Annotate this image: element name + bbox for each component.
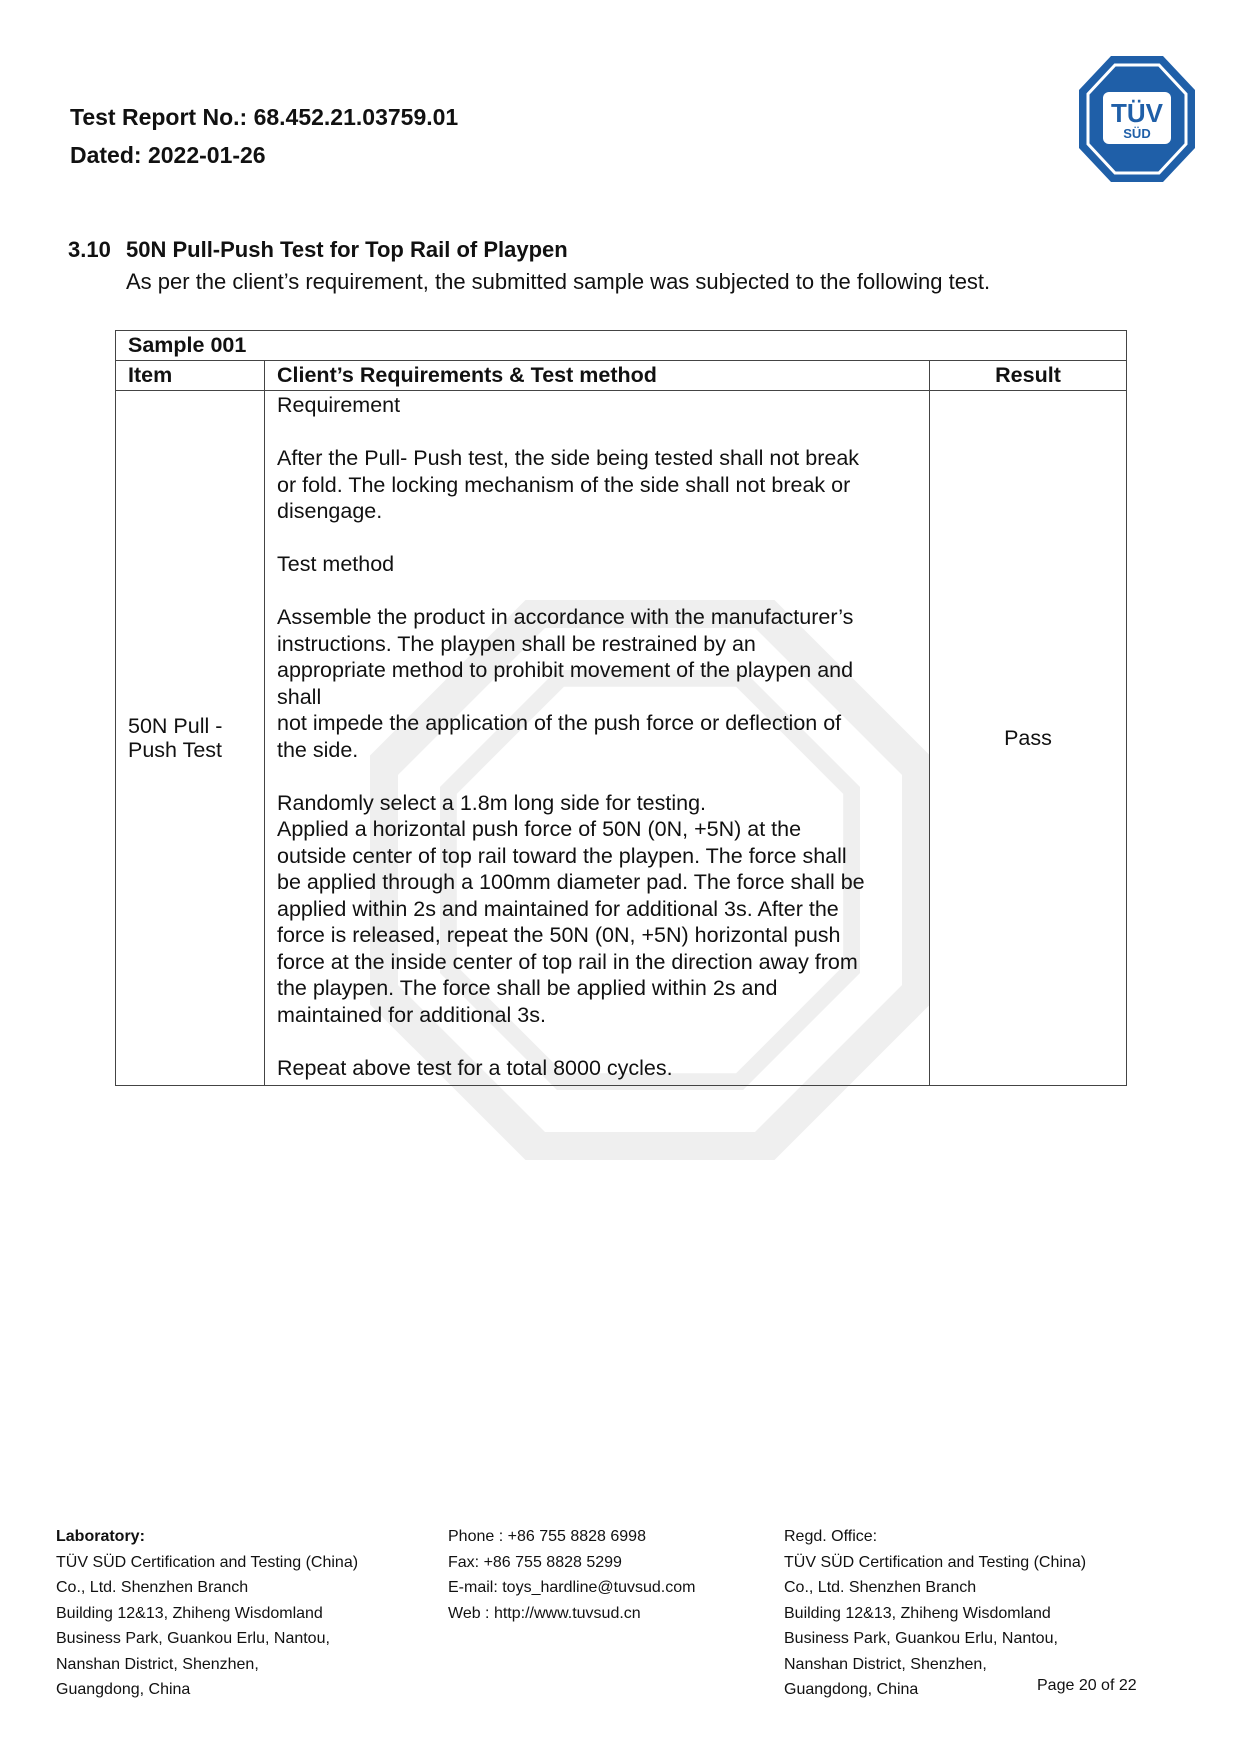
office-line: Co., Ltd. Shenzhen Branch: [784, 1579, 977, 1596]
method-line: the side.: [277, 737, 359, 762]
lab-label: Laboratory:: [56, 1528, 145, 1545]
item-line: Push Test: [128, 738, 223, 762]
requirement-line: disengage.: [277, 499, 383, 523]
method-line: maintained for additional 3s.: [277, 1002, 546, 1027]
method-line: Randomly select a 1.8m long side for testing.: [277, 790, 707, 815]
office-line: Nanshan District, Shenzhen,: [784, 1655, 987, 1673]
lab-line: Co., Ltd. Shenzhen Branch: [56, 1579, 249, 1596]
section-title-row: [68, 237, 1128, 263]
item-cell: [116, 391, 265, 1086]
table-row: [116, 391, 1127, 1086]
office-line: Business Park, Guankou Erlu, Nantou,: [784, 1630, 1058, 1647]
method-line: Repeat above test for a total 8000 cycles.: [277, 1055, 673, 1080]
section-intro: As per the client’s requirement, the submitted sample was subjected to the following test.: [126, 269, 991, 294]
contact-email: E-mail: toys_hardline@tuvsud.com: [448, 1579, 696, 1596]
footer-office: [784, 1524, 1086, 1703]
lab-line: TÜV SÜD Certification and Testing (China): [56, 1553, 359, 1571]
office-line: TÜV SÜD Certification and Testing (China): [784, 1553, 1087, 1571]
method-line: Assemble the product in accordance with the manufacturer’s: [277, 605, 854, 629]
table-header-row: [116, 361, 1127, 391]
office-line: Building 12&13, Zhiheng Wisdomland: [784, 1604, 1051, 1622]
office-line: Regd. Office:: [784, 1528, 878, 1545]
footer-contact: [448, 1524, 695, 1626]
section-3-10: [68, 237, 1128, 295]
logo-text-bottom: SÜD: [1123, 126, 1151, 141]
result-cell: Pass: [930, 391, 1127, 1086]
method-line: appropriate method to prohibit movement of the playpen and: [277, 658, 854, 682]
header-item: Item: [116, 361, 265, 391]
contact-phone: Phone : +86 755 8828 6998: [448, 1528, 646, 1545]
method-line: force at the inside center of top rail in the direction away from: [277, 949, 858, 974]
report-date: Dated: 2022-01-26: [70, 142, 266, 168]
requirements-cell: [265, 391, 930, 1086]
method-line: instructions. The playpen shall be restrained by an: [277, 631, 756, 656]
item-line: 50N Pull -: [128, 714, 223, 738]
method-line: shall: [277, 684, 322, 709]
method-line: the playpen. The force shall be applied within 2s and: [277, 976, 778, 1000]
method-line: applied within 2s and maintained for additional 3s. After the: [277, 896, 839, 921]
header-requirements: Client’s Requirements & Test method: [265, 361, 930, 391]
method-line: be applied through a 100mm diameter pad. The force shall be: [277, 870, 865, 894]
requirement-line: After the Pull- Push test, the side being tested shall not break: [277, 446, 860, 470]
contact-web: Web : http://www.tuvsud.cn: [448, 1604, 641, 1622]
lab-line: Building 12&13, Zhiheng Wisdomland: [56, 1604, 323, 1622]
requirement-heading: Requirement: [277, 393, 401, 417]
office-line: Guangdong, China: [784, 1681, 919, 1698]
lab-line: Guangdong, China: [56, 1681, 191, 1698]
method-heading: Test method: [277, 552, 395, 576]
sample-label: Sample 001: [116, 331, 1127, 361]
tuv-sud-logo: [1077, 54, 1197, 184]
method-line: Applied a horizontal push force of 50N (0N, +5N) at the: [277, 817, 802, 841]
lab-line: Nanshan District, Shenzhen,: [56, 1655, 259, 1673]
header-result: Result: [930, 361, 1127, 391]
contact-fax: Fax: +86 755 8828 5299: [448, 1553, 622, 1571]
page-number: Page 20 of 22: [1037, 1677, 1137, 1694]
report-number: Test Report No.: 68.452.21.03759.01: [70, 104, 459, 130]
method-line: force is released, repeat the 50N (0N, +5N) horizontal push: [277, 923, 841, 947]
logo-text-top: TÜV: [1111, 98, 1163, 128]
footer-laboratory: [56, 1524, 358, 1703]
method-line: not impede the application of the push force or deflection of: [277, 711, 842, 735]
lab-line: Business Park, Guankou Erlu, Nantou,: [56, 1630, 330, 1647]
section-number: 3.10: [68, 237, 111, 262]
sample-row: [116, 331, 1127, 361]
results-table: [115, 330, 1127, 1086]
section-title: 50N Pull-Push Test for Top Rail of Playpen: [126, 237, 568, 262]
report-header: [70, 98, 458, 174]
method-line: outside center of top rail toward the playpen. The force shall: [277, 843, 847, 868]
requirement-line: or fold. The locking mechanism of the side shall not break or: [277, 472, 851, 497]
